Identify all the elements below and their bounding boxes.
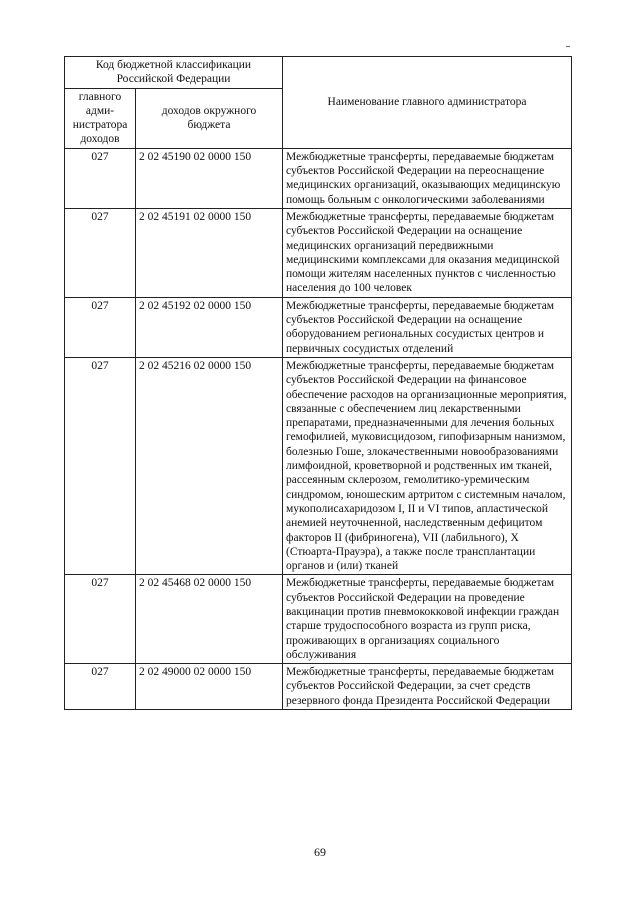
table-body bbox=[65, 148, 572, 709]
administrator-name-cell: Межбюджетные трансферты, передаваемые бюджетам субъектов Российской Федерации на проведение вакцинации против пневмококковой инфекции граждан старше трудоспособного возраста из групп риска, проживающих в организациях социального обслуживания bbox=[283, 575, 572, 664]
revenue-code-cell: 2 02 45192 02 0000 150 bbox=[136, 297, 283, 357]
administrator-name-cell: Межбюджетные трансферты, передаваемые бюджетам субъектов Российской Федерации на оснащение оборудованием региональных сосудистых центров и первичных сосудистых отделений bbox=[283, 297, 572, 357]
administrator-name-cell: Межбюджетные трансферты, передаваемые бюджетам субъектов Российской Федерации на переоснащение медицинских организаций, оказывающих медицинскую помощь больным с онкологическими заболеваниями bbox=[283, 148, 572, 208]
administrator-name-cell: Межбюджетные трансферты, передаваемые бюджетам субъектов Российской Федерации на оснащение медицинских организаций передвижными медицинскими комплексами для оказания медицинской помощи жителям населенных пунктов с численностью населения до 100 человек bbox=[283, 208, 572, 297]
table-row bbox=[65, 575, 572, 664]
header-col-code: доходов окружного бюджета bbox=[136, 88, 283, 148]
admin-code-cell: 027 bbox=[65, 575, 136, 664]
table-row bbox=[65, 297, 572, 357]
table-row bbox=[65, 664, 572, 710]
admin-code-cell: 027 bbox=[65, 297, 136, 357]
revenue-code-cell: 2 02 45190 02 0000 150 bbox=[136, 148, 283, 208]
revenue-code-cell: 2 02 49000 02 0000 150 bbox=[136, 664, 283, 710]
header-group-title: Код бюджетной классификации Российской Федерации bbox=[65, 57, 283, 89]
budget-classification-table bbox=[64, 56, 572, 710]
table-row bbox=[65, 208, 572, 297]
table-header-row bbox=[65, 57, 572, 89]
admin-code-cell: 027 bbox=[65, 664, 136, 710]
revenue-code-cell: 2 02 45468 02 0000 150 bbox=[136, 575, 283, 664]
admin-code-cell: 027 bbox=[65, 208, 136, 297]
scan-mark bbox=[566, 46, 570, 47]
revenue-code-cell: 2 02 45191 02 0000 150 bbox=[136, 208, 283, 297]
admin-code-cell: 027 bbox=[65, 357, 136, 574]
table-row bbox=[65, 148, 572, 208]
administrator-name-cell: Межбюджетные трансферты, передаваемые бюджетам субъектов Российской Федерации, за счет средств резервного фонда Президента Российской Федерации bbox=[283, 664, 572, 710]
administrator-name-cell: Межбюджетные трансферты, передаваемые бюджетам субъектов Российской Федерации на финансовое обеспечение расходов на организационные мероприятия, связанные с обеспечением лиц лекарственными препаратами, предназначенными для лечения больных гемофилией, муковисцидозом, гипофизарным нанизмом, болезнью Гоше, злокачественными новообразованиями лимфоидной, кроветворной и родственных им тканей, рассеянным склерозом, гемолитико-уремическим синдромом, юношеским артритом с системным началом, мукополисахаридозом I, II и VI типов, апластической анемией неуточненной, наследственным дефицитом факторов II (фибриногена), VII (лабильного), X (Стюарта-Прауэра), а также после трансплантации органов и (или) тканей bbox=[283, 357, 572, 574]
admin-code-cell: 027 bbox=[65, 148, 136, 208]
page-number: 69 bbox=[314, 845, 326, 859]
table-row bbox=[65, 357, 572, 574]
revenue-code-cell: 2 02 45216 02 0000 150 bbox=[136, 357, 283, 574]
header-col-admin: главного адми-нистратора доходов bbox=[65, 88, 136, 148]
header-col-name: Наименование главного администратора bbox=[283, 57, 572, 149]
